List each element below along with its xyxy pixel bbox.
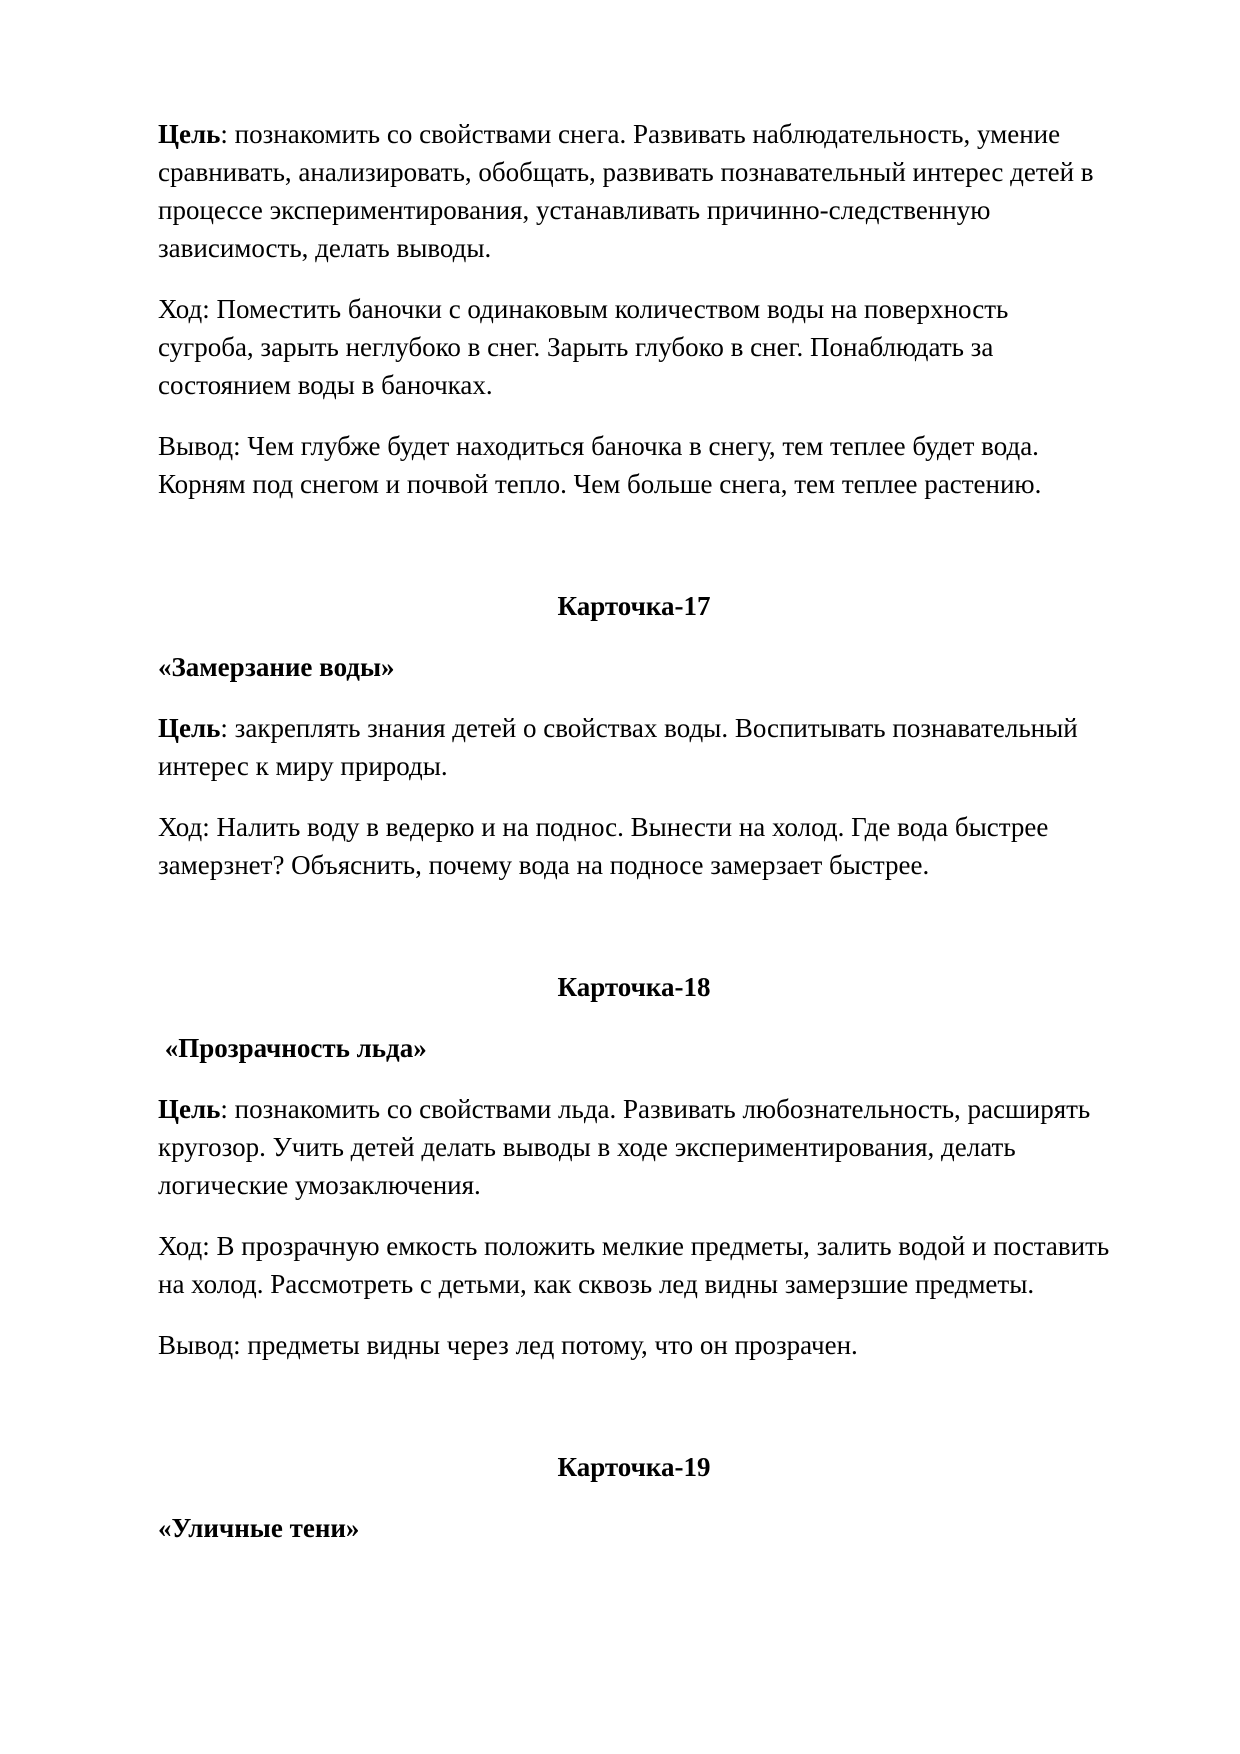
card-18-procedure-paragraph: Ход: В прозрачную емкость положить мелкие предметы, залить водой и поставить на холод. Рассмотреть с детьми, как сквозь лед видны замерзшие предметы. <box>158 1231 1116 1299</box>
card-18-goal-label: Цель <box>158 1094 221 1124</box>
card-17-goal-text: : закреплять знания детей о свойствах воды. Воспитывать познавательный интерес к миру природы. <box>158 713 1085 781</box>
card-17-goal-label: Цель <box>158 713 221 743</box>
empty-line <box>158 526 1110 564</box>
snow-conclusion-paragraph: Вывод: Чем глубже будет находиться баночка в снегу, тем теплее будет вода. Корням под снегом и почвой тепло. Чем больше снега, тем теплее растению. <box>158 431 1046 499</box>
card-17-procedure-paragraph: Ход: Налить воду в ведерко и на поднос. Вынести на холод. Где вода быстрее замерзнет? Объяснить, почему вода на подносе замерзает быстрее. <box>158 812 1056 880</box>
snow-procedure-paragraph: Ход: Поместить баночки с одинаковым количеством воды на поверхность сугроба, зарыть неглубоко в снег. Зарыть глубоко в снег. Понаблюдать за состоянием воды в баночках. <box>158 294 1016 400</box>
snow-goal-paragraph <box>158 115 1110 267</box>
card-18-conclusion-paragraph: Вывод: предметы видны через лед потому, что он прозрачен. <box>158 1330 858 1360</box>
empty-line <box>158 1387 1110 1425</box>
card-19-heading: Карточка-19 <box>557 1452 711 1482</box>
empty-line <box>158 907 1110 945</box>
snow-goal-text: : познакомить со свойствами снега. Развивать наблюдательность, умение сравнивать, анализировать, обобщать, развивать познавательный интерес детей в процессе экспериментирования, устанавливать причинно-следственную зависимость, делать выводы. <box>158 119 1101 263</box>
card-18-goal-text: : познакомить со свойствами льда. Развивать любознательность, расширять кругозор. Учить детей делать выводы в ходе экспериментирования, делать логические умозаключения. <box>158 1094 1104 1200</box>
card-18-goal-paragraph <box>158 1090 1110 1204</box>
card-17-goal-paragraph <box>158 709 1110 785</box>
card-19-title: «Уличные тени» <box>158 1513 360 1543</box>
card-17-title: «Замерзание воды» <box>158 652 395 682</box>
card-18-heading: Карточка-18 <box>557 972 711 1002</box>
card-18-title: «Прозрачность льда» <box>158 1033 427 1063</box>
snow-goal-label: Цель <box>158 119 221 149</box>
card-17-heading: Карточка-17 <box>557 591 711 621</box>
